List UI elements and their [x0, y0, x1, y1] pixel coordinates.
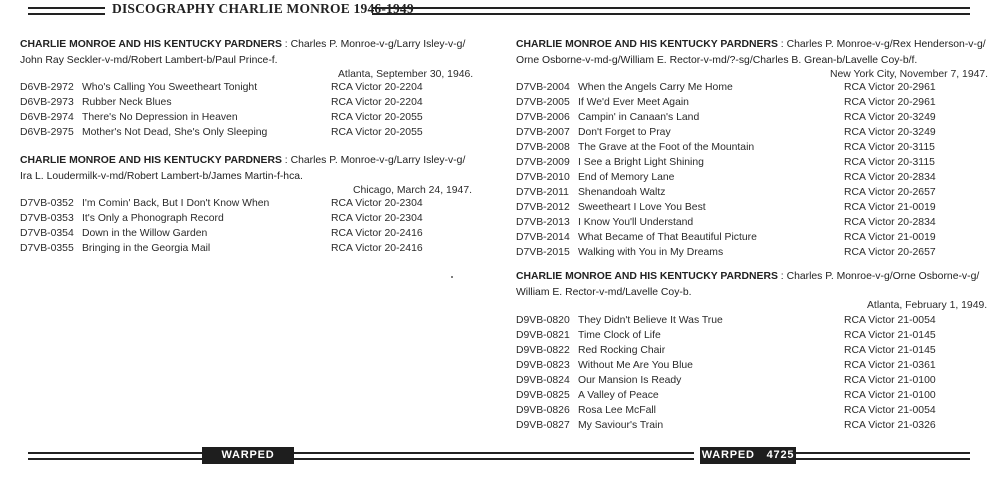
- session-header: [516, 269, 980, 285]
- track-title: Red Rocking Chair: [578, 345, 666, 356]
- track-title: Walking with You in My Dreams: [578, 247, 724, 258]
- track-matrix: D7VB-0352: [20, 198, 74, 209]
- track-label: RCA Victor 20-3115: [844, 142, 935, 153]
- personnel-line-1: : Charles P. Monroe-v-g/Larry Isley-v-g/: [281, 39, 466, 50]
- track-title: I Know You'll Understand: [578, 217, 694, 228]
- track-label: RCA Victor 21-0019: [844, 232, 936, 243]
- track-label: RCA Victor 20-2657: [844, 187, 936, 198]
- track-label: RCA Victor 20-2657: [844, 247, 936, 258]
- track-matrix: D9VB-0825: [516, 390, 570, 401]
- track-title: Mother's Not Dead, She's Only Sleeping: [82, 127, 268, 138]
- track-matrix: D6VB-2972: [20, 82, 74, 93]
- session-place-date: Atlanta, February 1, 1949.: [867, 300, 988, 311]
- track-matrix: D7VB-2005: [516, 97, 570, 108]
- track-matrix: D7VB-2015: [516, 247, 570, 258]
- session-header: [20, 153, 466, 169]
- session-place-date: Chicago, March 24, 1947.: [353, 185, 472, 196]
- band-name: CHARLIE MONROE AND HIS KENTUCKY PARDNERS: [20, 155, 282, 166]
- track-title: Who's Calling You Sweetheart Tonight: [82, 82, 258, 93]
- track-label: RCA Victor 20-2204: [331, 82, 423, 93]
- track-label: RCA Victor 21-0100: [844, 390, 936, 401]
- track-label: RCA Victor 20-2834: [844, 172, 936, 183]
- track-title: Rosa Lee McFall: [578, 405, 656, 416]
- track-title: A Valley of Peace: [578, 390, 659, 401]
- track-matrix: D6VB-2975: [20, 127, 74, 138]
- track-label: RCA Victor 20-2961: [844, 97, 936, 108]
- track-title: My Saviour's Train: [578, 420, 664, 431]
- track-label: RCA Victor 20-3249: [844, 127, 936, 138]
- track-title: There's No Depression in Heaven: [82, 112, 238, 123]
- track-matrix: D9VB-0826: [516, 405, 570, 416]
- track-label: RCA Victor 20-2055: [331, 112, 423, 123]
- footer-rule-right: [796, 452, 970, 460]
- track-title: Without Me Are You Blue: [578, 360, 693, 371]
- track-matrix: D6VB-2974: [20, 112, 74, 123]
- track-matrix: D7VB-2014: [516, 232, 570, 243]
- session-header: [516, 37, 986, 53]
- footer-rule-center: [294, 452, 694, 460]
- track-label: RCA Victor 20-3115: [844, 157, 935, 168]
- session-1947-new-york: [516, 37, 989, 258]
- track-title: They Didn't Believe It Was True: [578, 315, 723, 326]
- stray-dot: [451, 276, 453, 278]
- track-matrix: D9VB-0824: [516, 375, 570, 386]
- track-matrix: D7VB-2011: [516, 187, 569, 198]
- track-title: Shenandoah Waltz: [578, 187, 666, 198]
- track-matrix: D9VB-0822: [516, 345, 570, 356]
- track-title: The Grave at the Foot of the Mountain: [578, 142, 755, 153]
- header-rule-right: [372, 7, 970, 15]
- track-matrix: D9VB-0821: [516, 330, 570, 341]
- track-label: RCA Victor 20-2961: [844, 82, 936, 93]
- track-title: I See a Bright Light Shining: [578, 157, 704, 168]
- track-label: RCA Victor 21-0019: [844, 202, 936, 213]
- track-title: Don't Forget to Pray: [578, 127, 671, 138]
- track-label: RCA Victor 21-0145: [844, 330, 936, 341]
- personnel-line-2: John Ray Seckler-v-md/Robert Lambert-b/Paul Prince-f.: [20, 55, 278, 66]
- personnel-line-1: : Charles P. Monroe-v-g/Larry Isley-v-g/: [281, 155, 466, 166]
- track-title: When the Angels Carry Me Home: [578, 82, 733, 93]
- track-label: RCA Victor 20-2055: [331, 127, 423, 138]
- catalog-badge-right: WARPED 4725: [700, 447, 796, 464]
- track-matrix: D7VB-2004: [516, 82, 570, 93]
- personnel-line-2: Orne Osborne-v-md-g/William E. Rector-v-md/?-sg/Charles B. Grean-b/Lavelle Coy-b/f.: [516, 55, 918, 66]
- track-matrix: D9VB-0827: [516, 420, 570, 431]
- track-title: If We'd Ever Meet Again: [578, 97, 689, 108]
- track-label: RCA Victor 20-3249: [844, 112, 936, 123]
- track-label: RCA Victor 21-0326: [844, 420, 936, 431]
- track-label: RCA Victor 20-2416: [331, 243, 423, 254]
- track-title: What Became of That Beautiful Picture: [578, 232, 757, 243]
- track-label: RCA Victor 21-0100: [844, 375, 936, 386]
- track-title: Time Clock of Life: [578, 330, 661, 341]
- track-matrix: D7VB-0353: [20, 213, 74, 224]
- track-label: RCA Victor 20-2834: [844, 217, 936, 228]
- personnel-line-1: : Charles P. Monroe-v-g/Orne Osborne-v-g/: [777, 271, 980, 282]
- track-title: Down in the Willow Garden: [82, 228, 208, 239]
- track-matrix: D7VB-2007: [516, 127, 570, 138]
- track-matrix: D7VB-2006: [516, 112, 570, 123]
- track-label: RCA Victor 21-0054: [844, 315, 936, 326]
- session-place-date: Atlanta, September 30, 1946.: [338, 69, 474, 80]
- footer-rule-left-a: [28, 452, 202, 460]
- session-place-date: New York City, November 7, 1947.: [830, 69, 989, 80]
- band-name: CHARLIE MONROE AND HIS KENTUCKY PARDNERS: [20, 39, 282, 50]
- track-label: RCA Victor 21-0054: [844, 405, 936, 416]
- track-matrix: D7VB-2012: [516, 202, 570, 213]
- track-matrix: D7VB-2010: [516, 172, 570, 183]
- session-1946-atlanta: [20, 37, 474, 138]
- session-header: [20, 37, 466, 53]
- track-label: RCA Victor 21-0145: [844, 345, 936, 356]
- track-title: It's Only a Phonograph Record: [82, 213, 224, 224]
- personnel-line-1: : Charles P. Monroe-v-g/Rex Henderson-v-g/: [777, 39, 986, 50]
- personnel-line-2: William E. Rector-v-md/Lavelle Coy-b.: [516, 287, 692, 298]
- track-label: RCA Victor 20-2204: [331, 97, 423, 108]
- track-title: I'm Comin' Back, But I Don't Know When: [82, 198, 270, 209]
- track-title: End of Memory Lane: [578, 172, 675, 183]
- band-name: CHARLIE MONROE AND HIS KENTUCKY PARDNERS: [516, 39, 778, 50]
- track-matrix: D6VB-2973: [20, 97, 74, 108]
- page-title: DISCOGRAPHY CHARLIE MONROE 1946-1949: [112, 1, 414, 16]
- track-label: RCA Victor 21-0361: [844, 360, 936, 371]
- session-1949-atlanta: [516, 269, 988, 431]
- track-matrix: D7VB-0354: [20, 228, 74, 239]
- track-matrix: D7VB-2008: [516, 142, 570, 153]
- track-matrix: D7VB-2013: [516, 217, 570, 228]
- track-matrix: D7VB-0355: [20, 243, 74, 254]
- band-name: CHARLIE MONROE AND HIS KENTUCKY PARDNERS: [516, 271, 778, 282]
- track-title: Campin' in Canaan's Land: [578, 112, 700, 123]
- track-title: Sweetheart I Love You Best: [578, 202, 706, 213]
- track-title: Rubber Neck Blues: [82, 97, 172, 108]
- session-1947-chicago: [20, 153, 472, 254]
- track-matrix: D7VB-2009: [516, 157, 570, 168]
- track-matrix: D9VB-0820: [516, 315, 570, 326]
- catalog-badge-left: WARPED 4725: [202, 447, 294, 464]
- track-label: RCA Victor 20-2304: [331, 198, 423, 209]
- header-rule-left: [28, 7, 105, 15]
- track-title: Our Mansion Is Ready: [578, 375, 682, 386]
- track-label: RCA Victor 20-2416: [331, 228, 423, 239]
- track-title: Bringing in the Georgia Mail: [82, 243, 211, 254]
- personnel-line-2: Ira L. Loudermilk-v-md/Robert Lambert-b/James Martin-f-hca.: [20, 171, 303, 182]
- track-matrix: D9VB-0823: [516, 360, 570, 371]
- track-label: RCA Victor 20-2304: [331, 213, 423, 224]
